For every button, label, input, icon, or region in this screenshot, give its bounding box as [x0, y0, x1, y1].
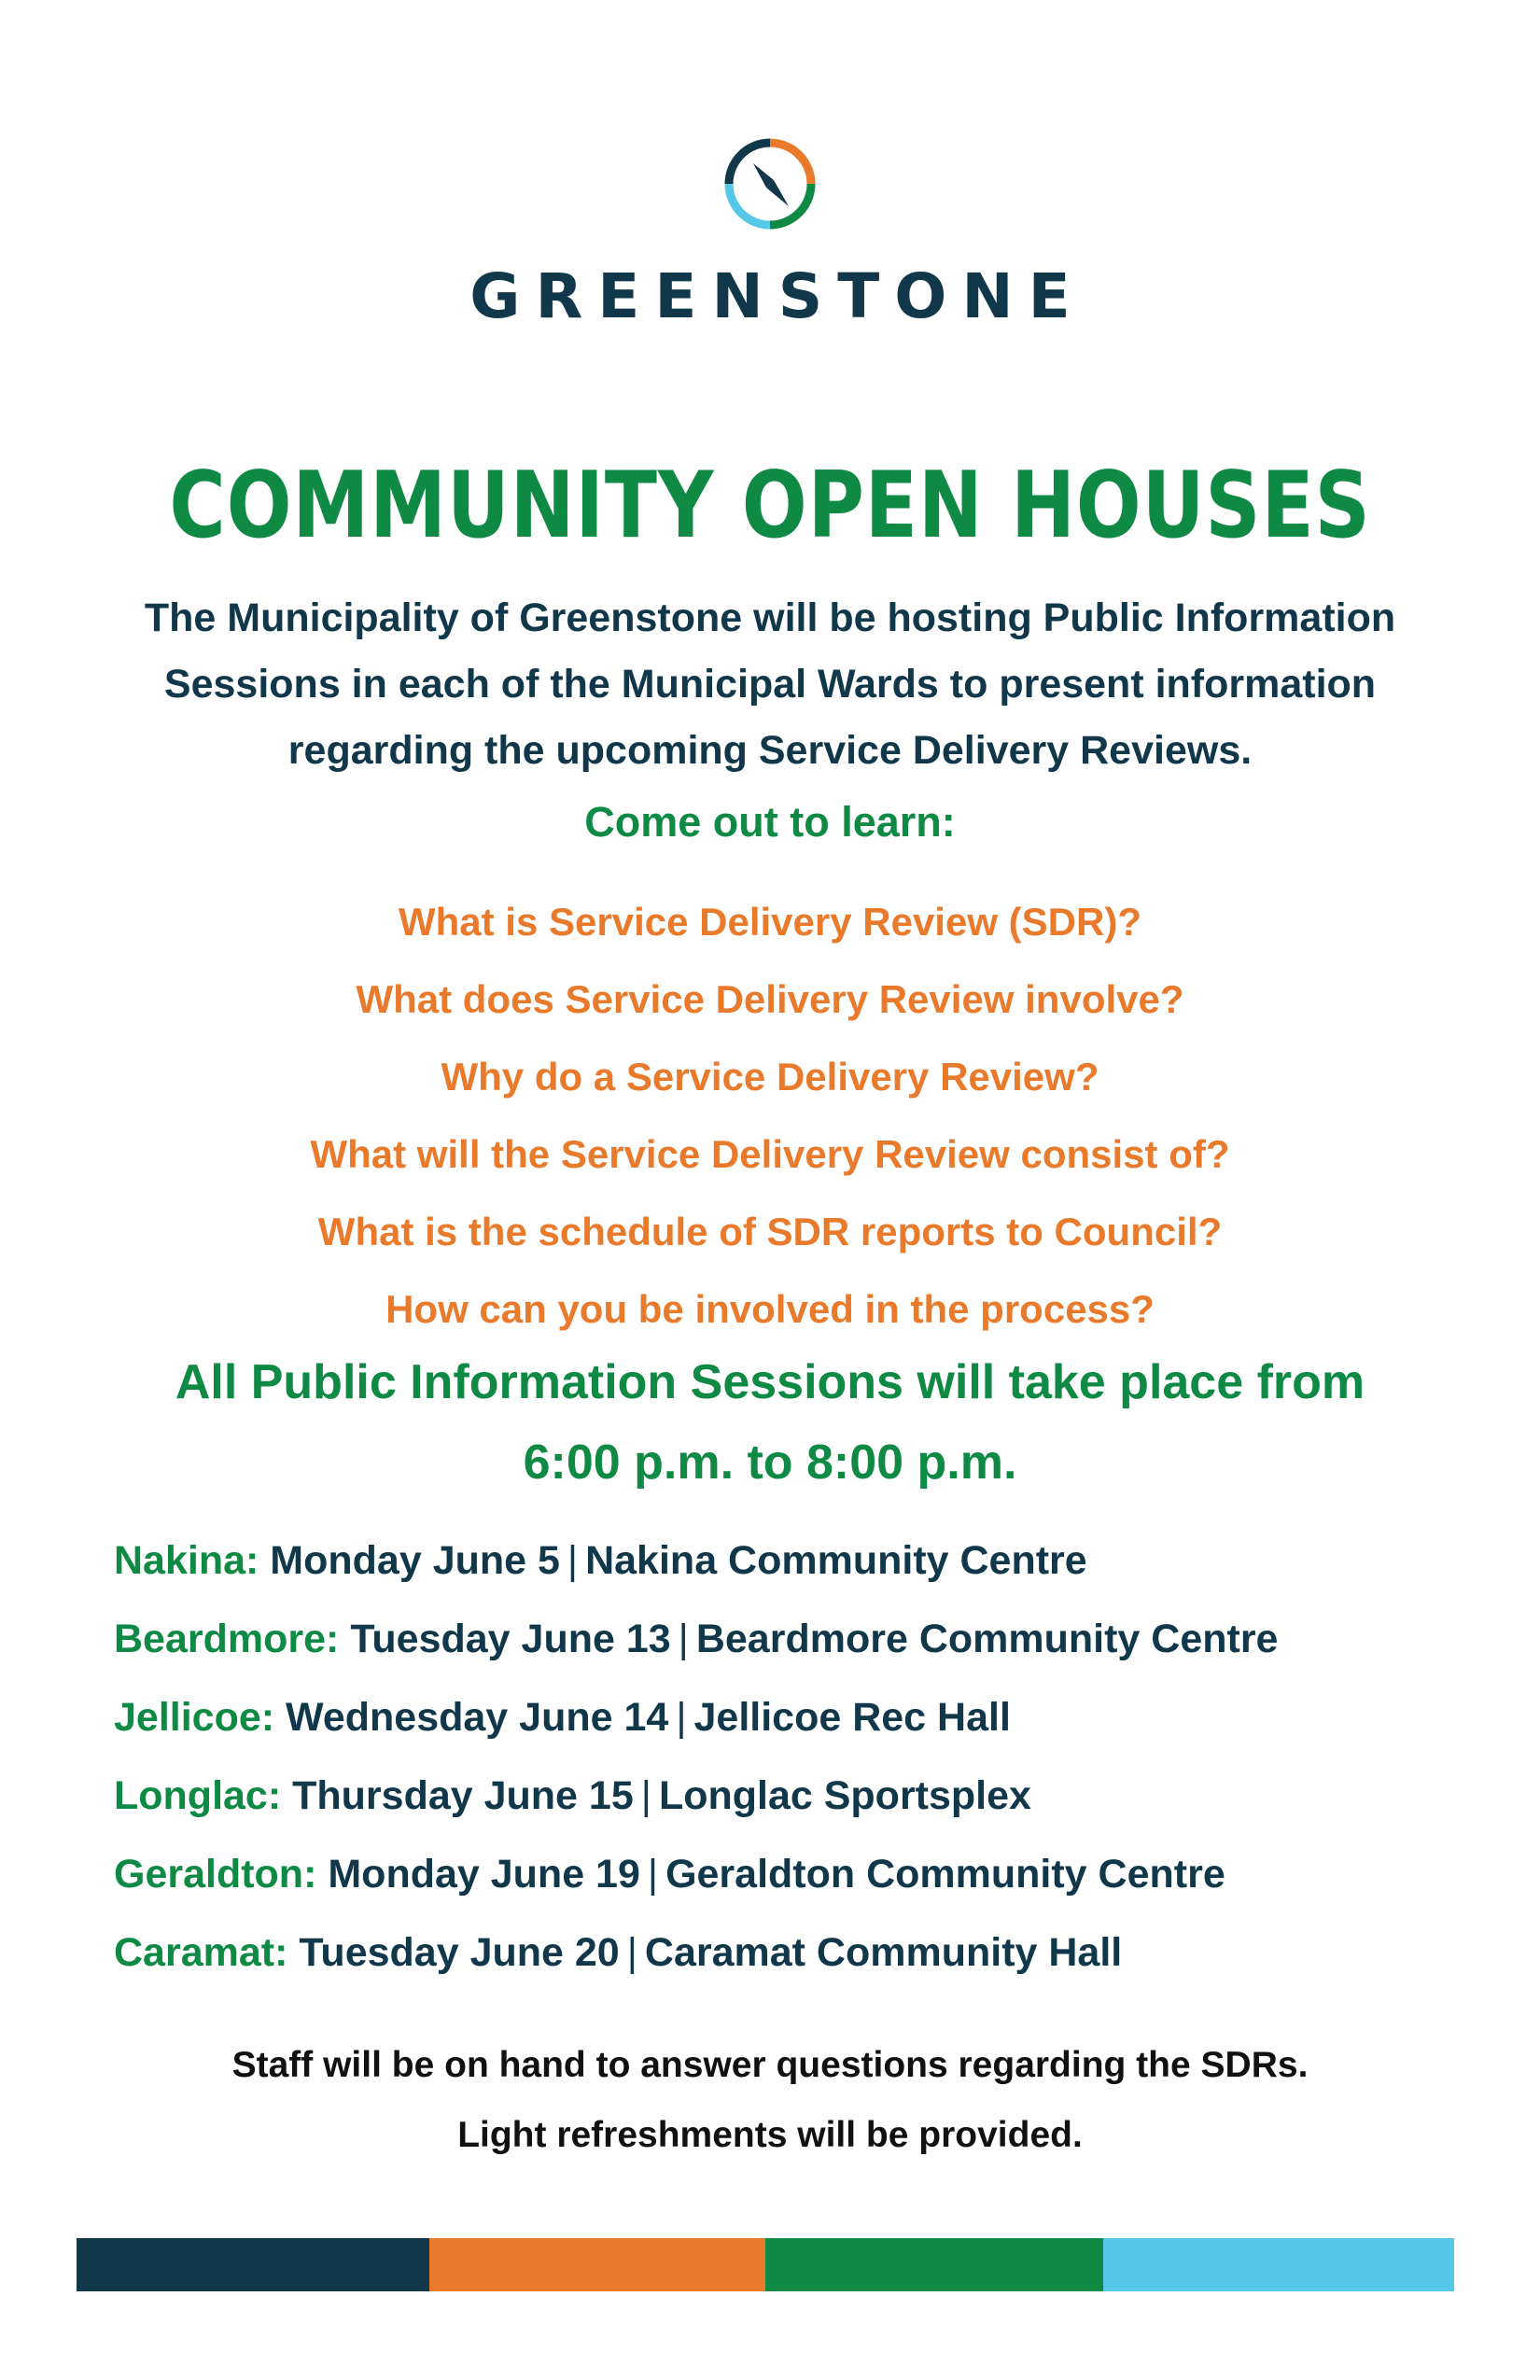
question-item: What does Service Delivery Review involve?	[356, 977, 1184, 1021]
ward-row	[114, 1913, 1278, 1992]
ward-date: Monday June 5	[270, 1538, 560, 1583]
ward-separator: |	[647, 1852, 659, 1897]
ward-name: Caramat:	[114, 1930, 288, 1975]
ward-separator: |	[676, 1695, 687, 1740]
session-time-line: All Public Information Sessions will take place from	[175, 1355, 1365, 1409]
ward-row	[114, 1521, 1278, 1600]
brand-color-bar	[77, 2238, 1454, 2291]
learn-heading: Come out to learn:	[584, 798, 956, 846]
logo-wordmark: GREENSTONE	[469, 260, 1085, 332]
question-item: How can you be involved in the process?	[385, 1287, 1155, 1331]
page-title: COMMUNITY OPEN HOUSES	[169, 453, 1371, 559]
ward-row	[114, 1678, 1278, 1757]
intro-line: regarding the upcoming Service Delivery Reviews.	[287, 728, 1253, 773]
ward-date: Tuesday June 20	[299, 1930, 620, 1975]
ward-date: Tuesday June 13	[350, 1617, 671, 1661]
ward-separator: |	[640, 1773, 651, 1818]
ward-name: Jellicoe:	[114, 1695, 275, 1740]
ward-date: Monday June 19	[328, 1852, 640, 1897]
intro-line: Sessions in each of the Municipal Wards to present information	[163, 662, 1377, 707]
ward-venue: Longlac Sportsplex	[658, 1773, 1031, 1818]
color-bar-segment	[429, 2238, 765, 2291]
footer-note	[0, 2030, 1540, 2170]
question-item: Why do a Service Delivery Review?	[441, 1055, 1099, 1099]
ward-separator: |	[678, 1617, 689, 1661]
ward-separator: |	[626, 1930, 637, 1975]
footer-line: Staff will be on hand to answer questions regarding the SDRs.	[231, 2045, 1309, 2085]
intro-paragraph	[0, 585, 1540, 784]
ward-separator: |	[567, 1538, 579, 1583]
ward-schedule	[114, 1521, 1278, 1992]
ward-venue: Geraldton Community Centre	[665, 1852, 1225, 1897]
color-bar-segment	[1103, 2238, 1454, 2291]
questions-list	[0, 883, 1540, 1348]
footer-line: Light refreshments will be provided.	[457, 2115, 1083, 2155]
ward-date: Wednesday June 14	[286, 1695, 669, 1740]
ward-venue: Caramat Community Hall	[644, 1930, 1123, 1975]
intro-line: The Municipality of Greenstone will be hosting Public Information	[144, 595, 1396, 640]
ward-venue: Beardmore Community Centre	[695, 1617, 1279, 1661]
question-item: What will the Service Delivery Review consist of?	[310, 1132, 1230, 1176]
ward-name: Nakina:	[114, 1538, 259, 1583]
question-item: What is the schedule of SDR reports to Council?	[317, 1210, 1223, 1253]
question-item: What is Service Delivery Review (SDR)?	[399, 900, 1141, 944]
ward-row	[114, 1600, 1278, 1678]
ward-venue: Jellicoe Rec Hall	[693, 1695, 1011, 1740]
ward-date: Thursday June 15	[292, 1773, 634, 1818]
ward-name: Beardmore:	[114, 1617, 340, 1661]
compass-icon	[721, 135, 819, 232]
session-time-line: 6:00 p.m. to 8:00 p.m.	[523, 1435, 1017, 1490]
color-bar-segment	[77, 2238, 429, 2291]
ward-name: Longlac:	[114, 1773, 282, 1818]
session-time-notice	[0, 1342, 1540, 1503]
ward-row	[114, 1835, 1278, 1913]
ward-venue: Nakina Community Centre	[585, 1538, 1087, 1583]
greenstone-logo	[0, 135, 1540, 332]
ward-row	[114, 1757, 1278, 1835]
color-bar-segment	[765, 2238, 1103, 2291]
ward-name: Geraldton:	[114, 1852, 317, 1897]
